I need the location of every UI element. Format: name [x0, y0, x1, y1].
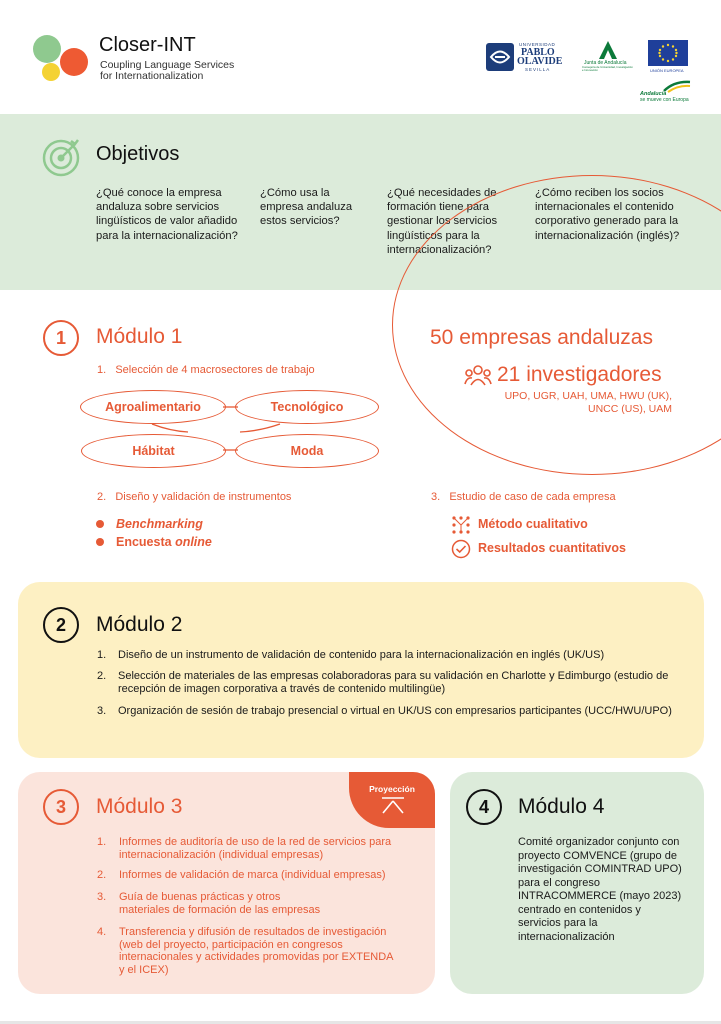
module2-item-1 [97, 649, 677, 662]
module4-number: 4 [466, 789, 502, 825]
junta-emblem-icon [597, 40, 619, 60]
online-label: online [175, 535, 212, 549]
upo-name-2: OLAVIDE [517, 56, 563, 67]
sector-moda: Moda [235, 434, 379, 468]
investigadores-count: 21 investigadores [497, 363, 662, 386]
eu-logo [648, 40, 690, 74]
module2-number: 2 [43, 607, 79, 643]
item-text: Informes de validación de marca (individual empresas) [119, 869, 386, 881]
benchmarking-item [96, 517, 203, 531]
item-text: Organización de sesión de trabajo presencial o virtual en UK/US con empresarios participantes (UCC/HWU/UPO) [118, 705, 672, 717]
eu-flag-icon [648, 40, 688, 66]
module2-title: Módulo 2 [96, 613, 183, 636]
module1-step3: 3. Estudio de caso de cada empresa [431, 491, 616, 503]
module4-title: Módulo 4 [518, 795, 605, 818]
module4-text: Comité organizador conjunto con proyecto COMVENCE (grupo de investigación COMINTRAD UPO) para el congreso INTRACOMMERCE (mayo 2023) centrado en contenidos y servicios para la internacionalización [518, 836, 682, 943]
target-icon [41, 136, 83, 178]
item-text: Informes de auditoría de uso de la red de servicios para internacionalización (individual empresas) [119, 836, 392, 861]
projection-icon [380, 796, 406, 814]
item-text: Guía de buenas prácticas y otros materiales de formación de las empresas [119, 891, 321, 916]
empresas-count: 50 empresas andaluzas [430, 326, 653, 349]
upo-small-text: UNIVERSIDAD [519, 42, 556, 47]
junta-sub-text: Consejería de Universidad, Investigación e Innovación [582, 65, 633, 72]
module1-number: 1 [43, 320, 79, 356]
junta-text: Junta de Andalucía [584, 60, 627, 66]
benchmarking-label: Benchmarking [116, 517, 203, 531]
andalucia-text-1: Andalucía [640, 91, 667, 97]
metodo-cualitativo: Método cualitativo [478, 517, 588, 531]
encuesta-label: Encuesta [116, 535, 176, 549]
item-number: 4. [97, 926, 107, 938]
andalucia-text-2: se mueve con Europa [640, 97, 689, 103]
encuesta-item [96, 535, 212, 549]
module1-title: Módulo 1 [96, 325, 183, 348]
andalucia-europa-logo [640, 79, 696, 107]
module2-item-2 [97, 670, 677, 696]
upo-emblem-icon [485, 42, 515, 72]
grid-dots-icon [451, 515, 471, 535]
objetivos-title: Objetivos [96, 143, 180, 165]
item-number: 1. [97, 649, 107, 661]
people-group-icon [464, 364, 492, 386]
module3-item-1 [97, 836, 397, 861]
module3-number: 3 [43, 789, 79, 825]
bullet-dot-icon [96, 538, 104, 546]
item-number: 2. [97, 670, 107, 682]
module1-step1: 1. Selección de 4 macrosectores de trabajo [97, 364, 315, 376]
andalucia-swoosh-icon [662, 79, 692, 93]
closer-int-logo [33, 35, 89, 81]
item-number: 1. [97, 836, 107, 848]
item-number: 3. [97, 705, 107, 717]
junta-logo [582, 40, 634, 74]
module2-item-3 [97, 705, 677, 718]
app-subtitle-2: for Internationalization [100, 70, 204, 82]
item-text: Transferencia y difusión de resultados de investigación (web del proyecto, participación en congresos internacionales y actividades promovidas por EXTENDA y el ICEX) [119, 926, 393, 976]
objetivo-question-3: ¿Qué necesidades de formación tiene para gestionar los servicios lingüísticos para la internacionalización? [387, 187, 498, 256]
universidades-line-2: UNCC (US), UAM [588, 403, 672, 415]
app-subtitle-1: Coupling Language Services [100, 59, 235, 71]
upo-logo [485, 42, 569, 72]
bullet-dot-icon [96, 520, 104, 528]
universidades-line-1: UPO, UGR, UAH, UMA, HWU (UK), [504, 390, 672, 402]
app-title: Closer-INT [99, 34, 196, 56]
eu-text: UNIÓN EUROPEA [650, 68, 684, 73]
sector-tecnologico: Tecnológico [235, 390, 379, 424]
module1-step2: 2. Diseño y validación de instrumentos [97, 491, 292, 503]
module3-item-3 [97, 891, 327, 916]
objetivo-question-4: ¿Cómo reciben los socios internacionales el contenido corporativo generado para la internacionalización (inglés)? [535, 187, 680, 242]
upo-name-1: PABLO [521, 47, 555, 58]
item-text: Selección de materiales de las empresas colaboradoras para su validación en Charlotte y Edimburgo (estudio de recepción de imagen corporativa a través de contenido multilingüe) [118, 670, 669, 695]
proyeccion-tab [349, 772, 435, 828]
upo-city: SEVILLA [525, 67, 551, 72]
sector-agroalimentario: Agroalimentario [80, 390, 226, 424]
item-number: 2. [97, 869, 107, 881]
objetivo-question-2: ¿Cómo usa la empresa andaluza estos servicios? [260, 187, 353, 228]
proyeccion-label: Proyección [369, 784, 415, 794]
objetivo-question-1: ¿Qué conoce la empresa andaluza sobre servicios lingüísticos de valor añadido para la internacionalización? [96, 187, 238, 242]
module3-item-2 [97, 869, 397, 882]
module3-title: Módulo 3 [96, 795, 183, 818]
module3-item-4 [97, 926, 397, 976]
check-circle-icon [451, 539, 471, 559]
resultados-cuantitativos: Resultados cuantitativos [478, 541, 626, 555]
item-text: Diseño de un instrumento de validación de contenido para la internacionalización en inglés (UK/US) [118, 649, 605, 661]
item-number: 3. [97, 891, 107, 903]
sector-habitat: Hábitat [81, 434, 226, 468]
